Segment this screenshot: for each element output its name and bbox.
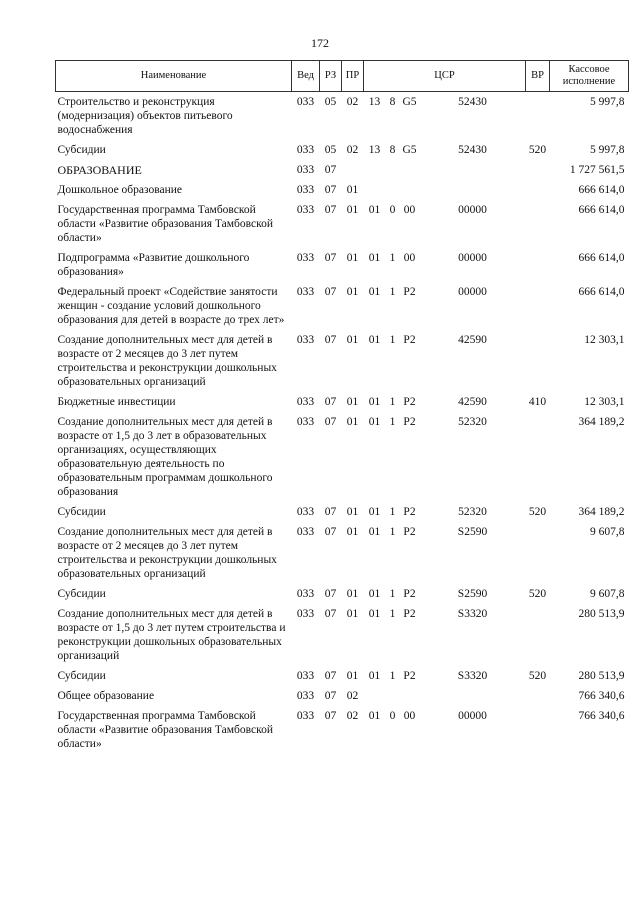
row-csr-project: [400, 180, 420, 200]
header-sum: Кассовое исполнение: [550, 61, 629, 92]
row-csr-direction: 00000: [458, 204, 487, 216]
table-row: [56, 180, 629, 200]
row-csr-direction: 52430: [458, 144, 487, 156]
row-name: ОБРАЗОВАНИЕ: [57, 163, 142, 177]
row-csr-subprogram: [386, 160, 400, 180]
row-pr: 01: [346, 204, 359, 216]
row-csr-project: 00: [403, 204, 416, 216]
row-csr-direction: S2590: [457, 588, 488, 600]
row-csr-program: [364, 180, 386, 200]
table-row: [56, 686, 629, 706]
row-csr-program: 01: [368, 608, 381, 620]
row-ved: 033: [296, 670, 315, 682]
row-rz: 05: [324, 144, 337, 156]
row-csr-program: 13: [368, 144, 381, 156]
row-sum: 766 340,6: [578, 710, 625, 722]
row-pr: 01: [346, 334, 359, 346]
row-csr-program: [364, 686, 386, 706]
row-csr-subprogram: 0: [389, 710, 396, 722]
row-sum: 5 997,8: [590, 144, 625, 156]
row-ved: 033: [296, 144, 315, 156]
table-row: [56, 522, 629, 584]
row-ved: 033: [296, 252, 315, 264]
header-vr: ВР: [526, 61, 550, 92]
row-vr: 520: [528, 588, 547, 600]
table-row: [56, 92, 629, 141]
row-sum: 766 340,6: [578, 690, 625, 702]
row-ved: 033: [296, 506, 315, 518]
row-rz: 07: [324, 184, 337, 196]
row-vr: [526, 522, 550, 584]
row-ved: 033: [296, 396, 315, 408]
row-csr-program: 01: [368, 506, 381, 518]
row-ved: 033: [296, 184, 315, 196]
row-rz: 07: [324, 416, 337, 428]
row-csr-direction: 42590: [458, 334, 487, 346]
row-csr-direction: S2590: [457, 526, 488, 538]
row-rz: 07: [324, 710, 337, 722]
row-csr-direction: [420, 180, 526, 200]
row-name: Подпрограмма «Развитие дошкольного образования»: [57, 252, 250, 278]
row-csr-direction: 42590: [458, 396, 487, 408]
row-csr-subprogram: 0: [389, 204, 396, 216]
row-name: Общее образование: [57, 690, 155, 702]
row-name: Создание дополнительных мест для детей в возрасте от 2 месяцев до 3 лет путем строительства и реконструкции дошкольных образовательных организаций: [57, 334, 277, 388]
row-ved: 033: [296, 588, 315, 600]
row-pr: [342, 160, 364, 180]
table-row: [56, 200, 629, 248]
row-vr: 520: [528, 144, 547, 156]
row-csr-direction: 00000: [458, 286, 487, 298]
table-body: [56, 92, 629, 755]
row-csr-project: P2: [403, 526, 416, 538]
row-rz: 07: [324, 690, 337, 702]
row-csr-project: 00: [403, 252, 416, 264]
row-csr-subprogram: 1: [389, 506, 396, 518]
row-csr-subprogram: 1: [389, 670, 396, 682]
row-rz: 07: [324, 608, 337, 620]
row-pr: 01: [346, 184, 359, 196]
row-sum: 666 614,0: [578, 286, 625, 298]
row-name: Субсидии: [57, 144, 106, 156]
row-csr-project: P2: [403, 608, 416, 620]
row-vr: [526, 160, 550, 180]
row-csr-program: 01: [368, 396, 381, 408]
row-vr: [526, 92, 550, 141]
row-sum: 666 614,0: [578, 204, 625, 216]
row-rz: 07: [324, 670, 337, 682]
row-csr-project: P2: [403, 670, 416, 682]
table-row: [56, 248, 629, 282]
row-csr-subprogram: [386, 180, 400, 200]
row-name: Государственная программа Тамбовской области «Развитие образования Тамбовской области»: [57, 204, 273, 244]
row-name: Создание дополнительных мест для детей в возрасте от 2 месяцев до 3 лет путем строительства и реконструкции дошкольных образовательных организаций: [57, 526, 277, 580]
row-pr: 01: [346, 608, 359, 620]
header-pr: ПР: [342, 61, 364, 92]
row-vr: 520: [528, 670, 547, 682]
row-ved: 033: [296, 710, 315, 722]
row-csr-subprogram: 1: [389, 334, 396, 346]
page-number: 172: [311, 36, 329, 50]
row-sum: 364 189,2: [578, 506, 625, 518]
row-csr-project: 00: [403, 710, 416, 722]
header-ved: Вед: [292, 61, 320, 92]
row-csr-program: 01: [368, 204, 381, 216]
row-name: Субсидии: [57, 588, 106, 600]
table-row: [56, 502, 629, 522]
row-csr-subprogram: 8: [389, 144, 396, 156]
row-vr: [526, 330, 550, 392]
row-csr-program: 01: [368, 526, 381, 538]
row-sum: 666 614,0: [578, 252, 625, 264]
row-csr-project: [400, 160, 420, 180]
row-pr: 01: [346, 252, 359, 264]
row-ved: 033: [296, 416, 315, 428]
row-csr-project: P2: [403, 286, 416, 298]
row-csr-direction: 52320: [458, 416, 487, 428]
row-csr-direction: S3320: [457, 670, 488, 682]
row-vr: [526, 412, 550, 502]
table-row: [56, 140, 629, 160]
row-pr: 01: [346, 506, 359, 518]
row-csr-direction: 00000: [458, 710, 487, 722]
table-row: [56, 160, 629, 180]
row-sum: 9 607,8: [590, 526, 625, 538]
row-sum: 12 303,1: [584, 396, 625, 408]
row-vr: [526, 604, 550, 666]
row-pr: 01: [346, 416, 359, 428]
row-name: Государственная программа Тамбовской области «Развитие образования Тамбовской области»: [57, 710, 273, 750]
table-row: [56, 584, 629, 604]
row-csr-direction: [420, 686, 526, 706]
row-sum: 9 607,8: [590, 588, 625, 600]
table-row: [56, 412, 629, 502]
row-ved: 033: [296, 334, 315, 346]
row-vr: [526, 706, 550, 754]
row-rz: 07: [324, 396, 337, 408]
row-pr: 02: [346, 96, 359, 108]
row-name: Создание дополнительных мест для детей в возрасте от 1,5 до 3 лет в образовательных организациях, осуществляющих образовательную деятельность по образовательным программам дошкольного образования: [57, 416, 273, 498]
row-sum: 666 614,0: [578, 184, 625, 196]
table-row: [56, 666, 629, 686]
row-csr-project: P2: [403, 506, 416, 518]
row-rz: 07: [324, 526, 337, 538]
table-row: [56, 706, 629, 754]
row-name: Бюджетные инвестиции: [57, 396, 176, 408]
row-name: Создание дополнительных мест для детей в возрасте от 1,5 до 3 лет путем строительства и реконструкции дошкольных образовательных организаций: [57, 608, 286, 662]
row-csr-direction: 52430: [458, 96, 487, 108]
row-rz: 07: [324, 334, 337, 346]
row-vr: [526, 282, 550, 330]
row-rz: 07: [324, 204, 337, 216]
budget-table: [55, 60, 629, 754]
row-pr: 01: [346, 396, 359, 408]
row-ved: 033: [296, 286, 315, 298]
row-sum: 12 303,1: [584, 334, 625, 346]
row-csr-project: P2: [403, 334, 416, 346]
row-name: Дошкольное образование: [57, 184, 183, 196]
row-csr-project: P2: [403, 416, 416, 428]
row-csr-program: [364, 160, 386, 180]
row-csr-program: 01: [368, 670, 381, 682]
table-row: [56, 330, 629, 392]
row-name: Субсидии: [57, 506, 106, 518]
table-row: [56, 392, 629, 412]
row-rz: 07: [324, 252, 337, 264]
row-rz: 05: [324, 96, 337, 108]
row-csr-subprogram: [386, 686, 400, 706]
row-vr: [526, 248, 550, 282]
row-sum: 1 727 561,5: [569, 164, 625, 176]
row-csr-direction: 52320: [458, 506, 487, 518]
row-vr: [526, 180, 550, 200]
row-ved: 033: [296, 608, 315, 620]
row-pr: 01: [346, 670, 359, 682]
table-row: [56, 604, 629, 666]
table-header: [56, 61, 629, 92]
row-name: Федеральный проект «Содействие занятости женщин - создание условий дошкольного образования для детей в возрасте до трех лет»: [57, 286, 285, 326]
row-sum: 280 513,9: [578, 670, 625, 682]
row-vr: 520: [528, 506, 547, 518]
row-rz: 07: [324, 588, 337, 600]
row-csr-subprogram: 1: [389, 416, 396, 428]
table-row: [56, 282, 629, 330]
row-csr-subprogram: 8: [389, 96, 396, 108]
row-csr-project: G5: [402, 96, 417, 108]
row-vr: [526, 686, 550, 706]
row-csr-direction: 00000: [458, 252, 487, 264]
row-pr: 02: [346, 144, 359, 156]
header-name: Наименование: [56, 61, 292, 92]
row-csr-program: 01: [368, 710, 381, 722]
row-csr-program: 13: [368, 96, 381, 108]
row-csr-project: G5: [402, 144, 417, 156]
row-ved: 033: [296, 204, 315, 216]
row-vr: 410: [528, 396, 547, 408]
row-csr-program: 01: [368, 334, 381, 346]
header-csr: ЦСР: [364, 61, 526, 92]
row-rz: 07: [324, 286, 337, 298]
row-pr: 02: [346, 710, 359, 722]
row-sum: 364 189,2: [578, 416, 625, 428]
row-csr-program: 01: [368, 286, 381, 298]
row-pr: 02: [346, 690, 359, 702]
row-ved: 033: [296, 164, 315, 176]
row-sum: 5 997,8: [590, 96, 625, 108]
row-name: Строительство и реконструкция (модернизация) объектов питьевого водоснабжения: [57, 96, 233, 136]
row-vr: [526, 200, 550, 248]
row-pr: 01: [346, 588, 359, 600]
row-ved: 033: [296, 690, 315, 702]
row-rz: 07: [324, 506, 337, 518]
row-csr-project: [400, 686, 420, 706]
row-ved: 033: [296, 526, 315, 538]
row-csr-program: 01: [368, 416, 381, 428]
row-csr-subprogram: 1: [389, 286, 396, 298]
row-ved: 033: [296, 96, 315, 108]
row-pr: 01: [346, 526, 359, 538]
row-csr-project: P2: [403, 588, 416, 600]
row-name: Субсидии: [57, 670, 106, 682]
row-csr-subprogram: 1: [389, 396, 396, 408]
row-csr-direction: S3320: [457, 608, 488, 620]
row-csr-subprogram: 1: [389, 526, 396, 538]
row-csr-subprogram: 1: [389, 588, 396, 600]
row-csr-program: 01: [368, 252, 381, 264]
header-rz: РЗ: [320, 61, 342, 92]
row-csr-subprogram: 1: [389, 608, 396, 620]
row-csr-project: P2: [403, 396, 416, 408]
row-csr-subprogram: 1: [389, 252, 396, 264]
row-csr-direction: [420, 160, 526, 180]
row-rz: 07: [324, 164, 337, 176]
row-sum: 280 513,9: [578, 608, 625, 620]
row-csr-program: 01: [368, 588, 381, 600]
row-pr: 01: [346, 286, 359, 298]
